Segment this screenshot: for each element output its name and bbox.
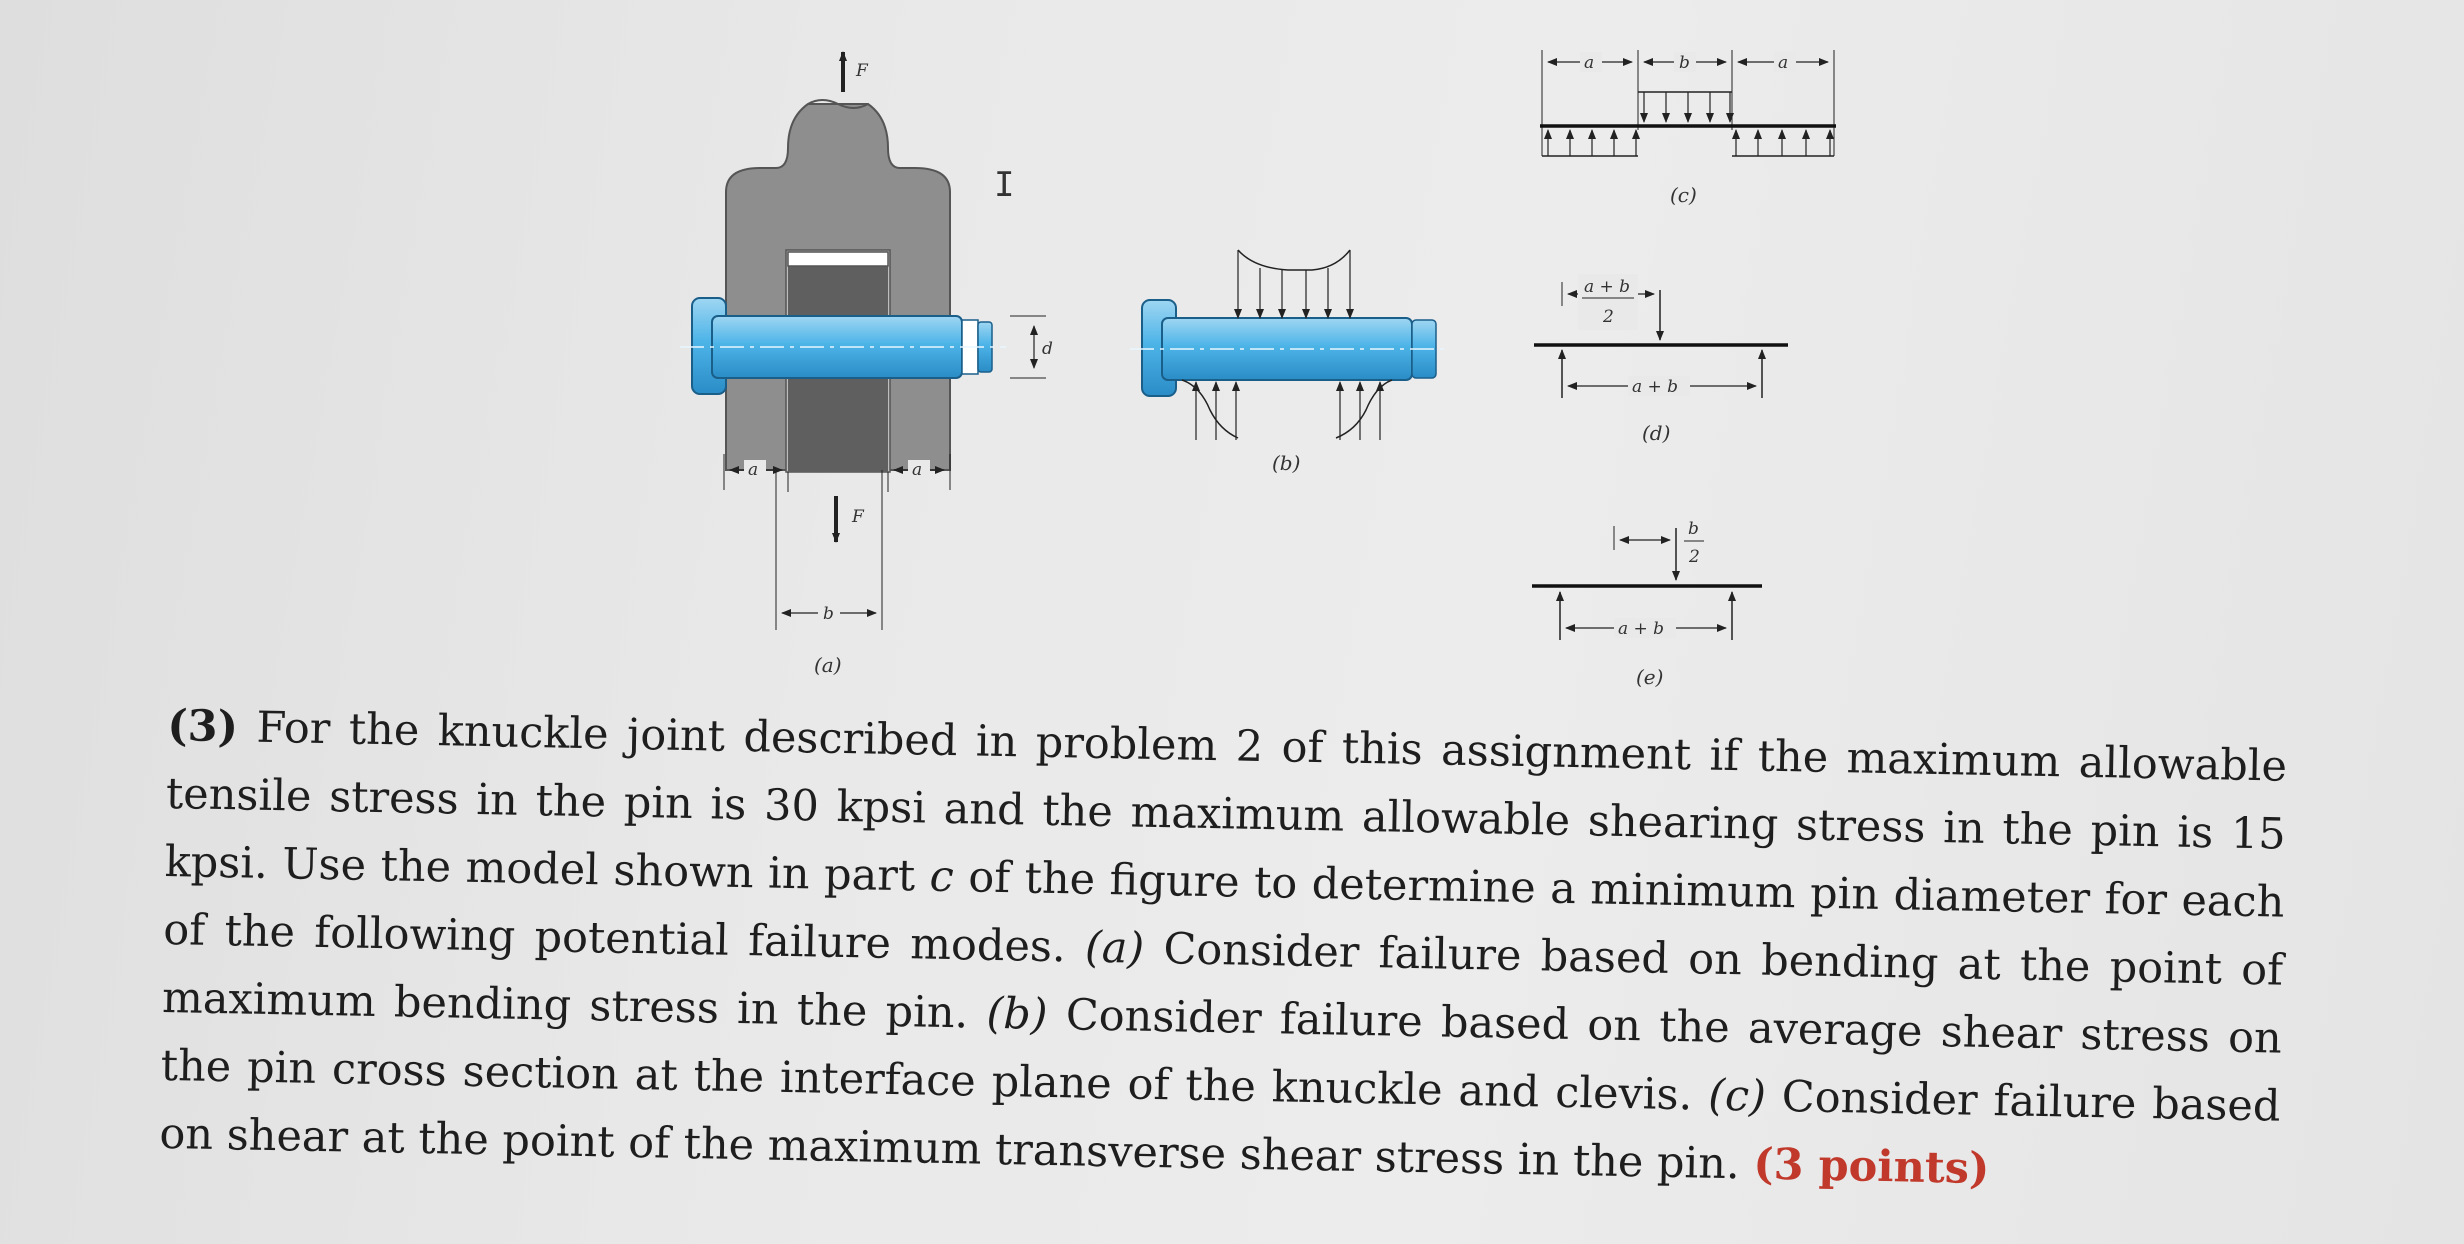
force-bottom-label: F: [852, 507, 864, 527]
dim-c-a1: a: [1584, 53, 1595, 73]
subpart-a-label: (a): [1084, 922, 1145, 974]
caption-c: (c): [1670, 183, 1697, 207]
subpart-b-label: (b): [986, 988, 1049, 1040]
caption-d: (d): [1642, 421, 1671, 445]
problem-seg3: Consider failure based on bending at the point of maximum bending stress in the pin.: [161, 923, 2284, 1039]
panel-e: [1532, 519, 1762, 689]
problem-seg2: of the figure to determine a minimum pin diameter for each of the following potential failure modes.: [162, 852, 2285, 973]
part-c-ref: c: [929, 851, 955, 903]
dim-a-right-label: a: [912, 460, 923, 480]
caption-b: (b): [1272, 451, 1301, 475]
dim-a-left-label: a: [748, 460, 759, 480]
problem-number: (3): [166, 700, 239, 753]
panel-c: [1540, 50, 1836, 207]
dim-c-b: b: [1679, 53, 1690, 73]
text-cursor-icon: I: [994, 165, 1015, 205]
frac-e-den: 2: [1689, 547, 1700, 567]
subpart-c-label: (c): [1707, 1070, 1767, 1122]
panel-a: [680, 52, 1053, 677]
frac-e-num: b: [1688, 519, 1699, 539]
dim-c-a2: a: [1778, 53, 1789, 73]
frac-d-den: 2: [1603, 307, 1614, 327]
dim-d-label: d: [1042, 339, 1053, 359]
points-badge: (3 points): [1752, 1139, 1990, 1195]
span-d: a + b: [1632, 377, 1679, 397]
caption-a: (a): [814, 653, 842, 677]
problem-seg4: Consider failure based on the average shear stress on the pin cross section at the interface plane of the knuckle and clevis.: [160, 989, 2283, 1121]
panel-b: [1130, 250, 1450, 475]
problem-seg1: For the knuckle joint described in problem 2 of this assignment if the maximum allowable tensile stress in the pin is 30 kpsi and the maximum allowable shearing stress in the pin is 15 kpsi. Use the model shown in part: [164, 702, 2288, 902]
frac-d-num: a + b: [1584, 277, 1631, 297]
span-e: a + b: [1618, 619, 1665, 639]
problem-seg5: Consider failure based on shear at the point of the maximum transverse shear stress in the pin.: [159, 1071, 2281, 1190]
panel-d: [1534, 274, 1788, 445]
problem-statement: [159, 692, 2288, 1209]
dim-b-label: b: [823, 604, 834, 624]
caption-e: (e): [1636, 665, 1664, 689]
force-top-label: F: [856, 61, 868, 81]
